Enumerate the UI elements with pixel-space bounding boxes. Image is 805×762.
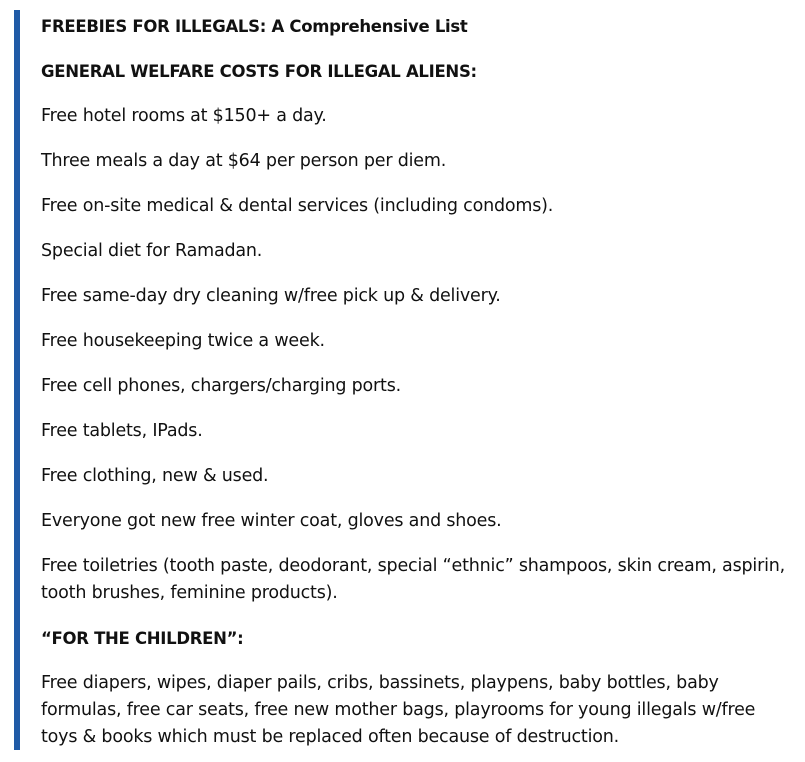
section-heading-for-the-children: “FOR THE CHILDREN”: — [41, 629, 244, 648]
document-title: FREEBIES FOR ILLEGALS: A Comprehensive List — [41, 17, 468, 36]
list-item: Free on-site medical & dental services (including condoms). — [41, 196, 554, 216]
children-paragraph: Free diapers, wipes, diaper pails, cribs, bassinets, playpens, baby bottles, baby formulas, free car seats, free new mother bags, playrooms for young illegals w/free toys & books which must be replaced often because of destruction. — [41, 673, 756, 747]
list-item: Free toiletries (tooth paste, deodorant, special “ethnic” shampoos, skin cream, aspirin, tooth brushes, feminine products). — [41, 556, 785, 603]
list-item: Free housekeeping twice a week. — [41, 331, 325, 351]
list-item: Everyone got new free winter coat, gloves and shoes. — [41, 511, 502, 531]
blockquote-content — [41, 14, 793, 751]
list-item: Free same-day dry cleaning w/free pick up & delivery. — [41, 286, 501, 306]
blockquote-accent-bar — [14, 10, 20, 750]
list-item: Free cell phones, chargers/charging ports. — [41, 376, 401, 396]
list-item: Free tablets, IPads. — [41, 421, 203, 441]
list-item: Free hotel rooms at $150+ a day. — [41, 106, 327, 126]
list-item: Free clothing, new & used. — [41, 466, 269, 486]
list-item: Three meals a day at $64 per person per diem. — [41, 151, 447, 171]
section-heading-general-welfare: GENERAL WELFARE COSTS FOR ILLEGAL ALIENS: — [41, 62, 477, 81]
list-item: Special diet for Ramadan. — [41, 241, 263, 261]
